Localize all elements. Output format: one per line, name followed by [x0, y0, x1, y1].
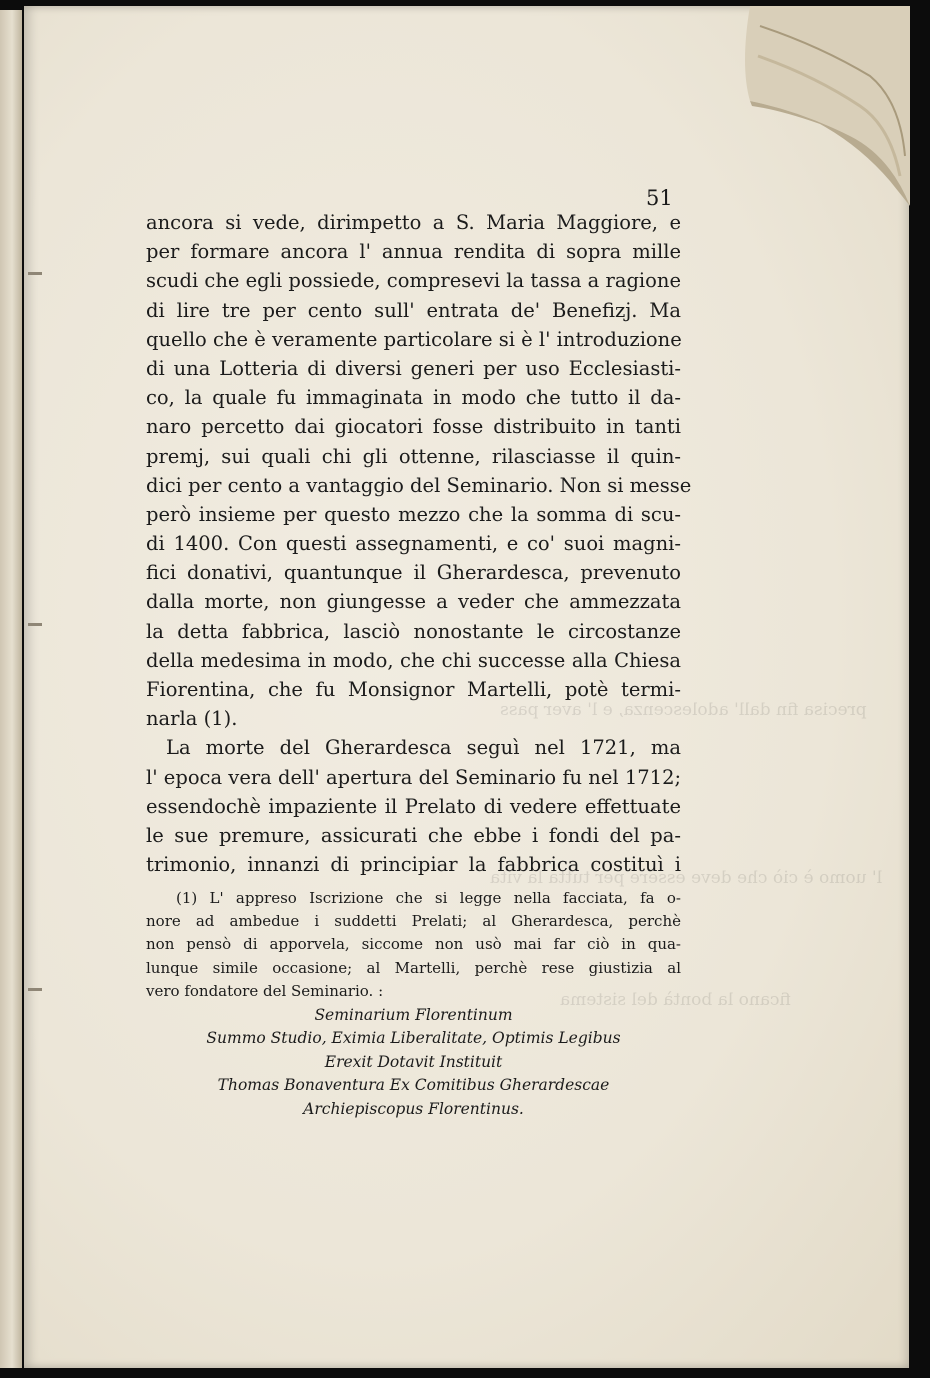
folded-corner-icon — [740, 6, 910, 206]
binding-stitch — [28, 988, 42, 991]
text-line: essendochè impaziente il Prelato di vedere effettuate — [146, 794, 681, 818]
text-line: di una Lotteria di diversi generi per uso Ecclesiasti- — [146, 356, 681, 380]
text-line: narla (1). — [146, 707, 238, 731]
footnote-line: vero fondatore del Seminario. : — [146, 981, 384, 1000]
inscription-line: Seminarium Florentinum — [314, 1006, 513, 1024]
bleed-through-text: l' uomo è ciò che deve essere per tutta la vita — [490, 868, 883, 888]
text-line: Fiorentina, che fu Monsignor Martelli, potè termi- — [146, 678, 681, 701]
text-line: naro percetto dai giocatori fosse distribuito in tanti — [146, 415, 681, 439]
footnote-line: nore ad ambedue i suddetti Prelati; al Gherardesca, perchè — [146, 912, 681, 931]
text-line: trimonio, innanzi di principiar la fabbrica costituì i — [146, 853, 681, 877]
facing-page-edge — [0, 10, 22, 1368]
inscription-line: Erexit Dotavit Instituit — [324, 1052, 503, 1071]
text-line: dalla morte, non giungesse a veder che ammezzata — [146, 590, 681, 614]
text-line: scudi che egli possiede, compresevi la tassa a ragione — [146, 269, 681, 293]
text-line: quello che è veramente particolare si è l' introduzione — [146, 327, 682, 351]
text-line: di lire tre per cento sull' entrata de' Benefizj. Ma — [146, 298, 681, 322]
text-line: della medesima in modo, che chi successe alla Chiesa — [146, 648, 681, 672]
text-line: co, la quale fu immaginata in modo che tutto il da- — [146, 386, 681, 410]
text-line: le sue premure, assicurati che ebbe i fondi del pa- — [146, 823, 681, 847]
bleed-through-text: ficano la bontà del sistema — [560, 990, 791, 1010]
footnote — [146, 887, 681, 1003]
footnote-line: (1) L' appreso Iscrizione che si legge nella facciata, fa o- — [176, 889, 681, 907]
inscription-line: Summo Studio, Eximia Liberalitate, Optimis Legibus — [206, 1029, 621, 1048]
footnote-line: non pensò di apporvela, siccome non usò mai far ciò in qua- — [146, 935, 681, 954]
text-line: dici per cento a vantaggio del Seminario. Non si messe — [146, 473, 692, 497]
inscription-line: Thomas Bonaventura Ex Comitibus Gherardescae — [217, 1076, 610, 1095]
text-line: per formare ancora l' annua rendita di sopra mille — [146, 240, 681, 264]
latin-inscription — [146, 1004, 681, 1121]
text-line: di 1400. Con questi assegnamenti, e co' suoi magni- — [146, 532, 681, 556]
binding-stitch — [28, 272, 42, 275]
footnote-line: lunque simile occasione; al Martelli, perchè rese giustizia al — [146, 958, 681, 977]
text-line: fici donativi, quantunque il Gherardesca, prevenuto — [146, 561, 681, 585]
inscription-line: Archiepiscopus Florentinus. — [303, 1099, 524, 1118]
text-line: però insieme per questo mezzo che la somma di scu- — [146, 502, 681, 526]
text-line: ancora si vede, dirimpetto a S. Maria Maggiore, e — [146, 211, 681, 234]
paragraph-start-line: La morte del Gherardesca seguì nel 1721, ma — [166, 736, 681, 760]
binding-stitch — [28, 623, 42, 626]
bleed-through-text: precisa fin dall' adolescenza, e l' aver pass — [500, 700, 867, 720]
text-line: premj, sui quali chi gli ottenne, rilasciasse il quin- — [146, 444, 681, 468]
text-line: la detta fabbrica, lasciò nonostante le circostanze — [146, 619, 681, 643]
page-number: 51 — [646, 186, 673, 210]
text-line: l' epoca vera dell' apertura del Seminario fu nel 1712; — [146, 765, 682, 789]
